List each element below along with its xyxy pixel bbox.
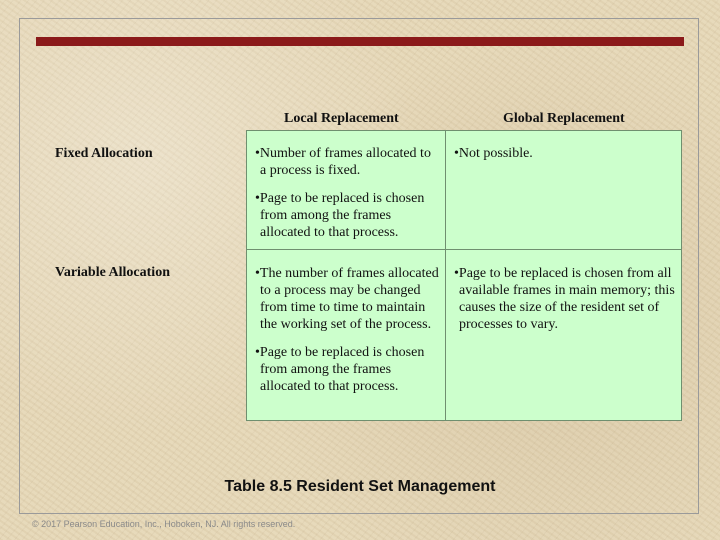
- title-accent-bar: [36, 37, 684, 46]
- cell-variable-local: [247, 250, 445, 406]
- cell-text: •The number of frames allocated to a process may be changed from time to time to maintain the working set of the process.: [255, 266, 439, 332]
- row-header-variable: Variable Allocation: [55, 265, 170, 280]
- copyright-footer: © 2017 Pearson Education, Inc., Hoboken, NJ. All rights reserved.: [32, 519, 296, 529]
- cell-text: •Not possible.: [454, 146, 533, 161]
- table-caption: Table 8.5 Resident Set Management: [224, 478, 496, 495]
- cell-text: •Page to be replaced is chosen from among the frames allocated to that process.: [255, 345, 425, 394]
- resident-set-table: [246, 130, 682, 421]
- cell-variable-global: [446, 250, 682, 344]
- column-header-local: Local Replacement: [284, 111, 399, 126]
- cell-fixed-global: [446, 131, 682, 173]
- cell-text: •Page to be replaced is chosen from among the frames allocated to that process.: [255, 191, 425, 240]
- cell-fixed-local: [247, 131, 445, 252]
- row-header-fixed: Fixed Allocation: [55, 146, 153, 161]
- cell-text: •Number of frames allocated to a process is fixed.: [255, 146, 431, 178]
- column-header-global: Global Replacement: [503, 111, 625, 126]
- cell-text: •Page to be replaced is chosen from all available frames in main memory; this causes the size of the resident set of processes to vary.: [454, 266, 675, 332]
